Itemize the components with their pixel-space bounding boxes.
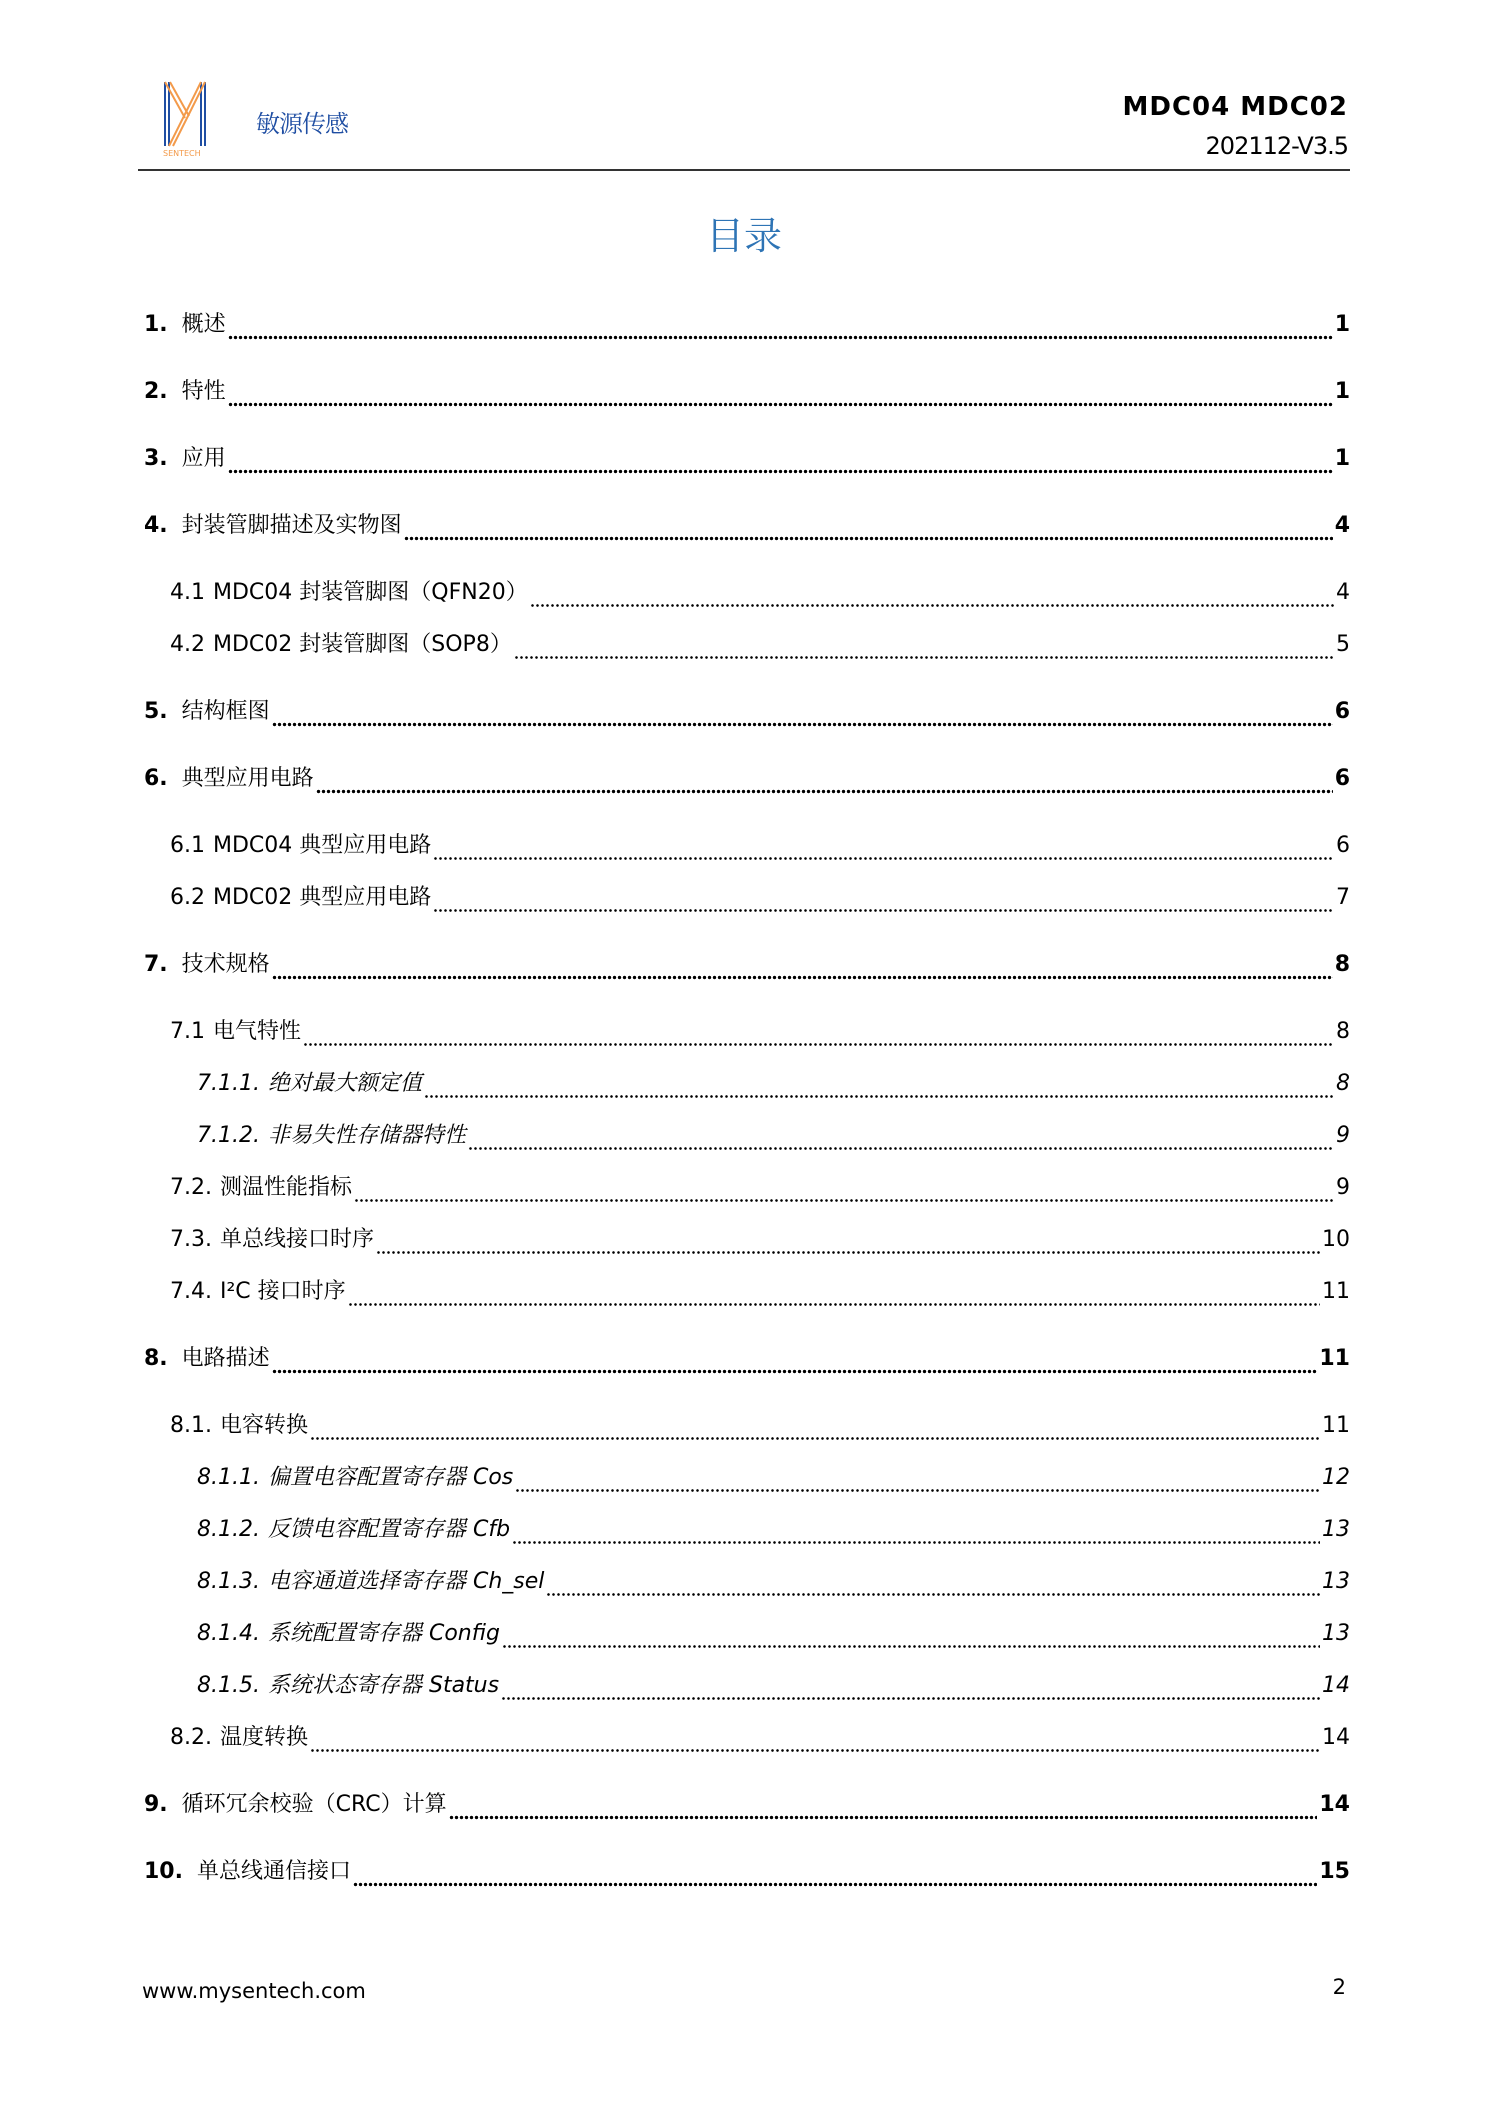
toc-entry-text: I²C 接口时序 <box>219 1279 346 1304</box>
toc-entry-number: 7. <box>144 952 168 977</box>
toc-entry-number: 7.1.1. <box>197 1071 260 1096</box>
toc-entry-text: 绝对最大额定值 <box>267 1071 422 1096</box>
toc-entry-number: 5. <box>144 699 168 724</box>
toc-entry-number: 8.2. <box>170 1725 212 1750</box>
toc-entry-page: 1 <box>1334 379 1350 404</box>
toc-entry-text: 电气特性 <box>213 1019 302 1044</box>
toc-entry-number: 4. <box>144 513 168 538</box>
dot-leader <box>514 619 1334 671</box>
svg-text:SENTECH: SENTECH <box>163 149 201 158</box>
dot-leader <box>310 1400 1320 1452</box>
dot-leader <box>433 820 1334 872</box>
toc-entry-text: MDC04 封装管脚图（QFN20） <box>213 580 528 605</box>
dot-leader <box>546 1556 1320 1608</box>
toc-entry-text: MDC04 典型应用电路 <box>213 833 432 858</box>
dot-leader <box>424 1058 1334 1110</box>
logo-m-icon <box>155 74 255 160</box>
toc-entry-page: 6 <box>1334 699 1350 724</box>
toc-entry[interactable] <box>144 1779 1350 1831</box>
toc-entry[interactable] <box>144 1333 1350 1385</box>
dot-leader <box>501 1660 1320 1712</box>
toc-entry-text: 特性 <box>181 379 226 404</box>
toc-entry-page: 11 <box>1322 1279 1350 1304</box>
toc-entry[interactable] <box>144 1846 1350 1898</box>
toc-entry-text: 系统配置寄存器 Config <box>267 1621 500 1646</box>
toc-entry[interactable] <box>144 567 1350 619</box>
toc-entry-number: 6. <box>144 766 168 791</box>
toc-entry-page: 8 <box>1334 952 1350 977</box>
dot-leader <box>353 1846 1317 1898</box>
dot-leader <box>316 753 1333 805</box>
dot-leader <box>310 1712 1320 1764</box>
dot-leader <box>376 1214 1320 1266</box>
toc-entry-text: 技术规格 <box>181 952 270 977</box>
toc-entry-page: 6 <box>1334 766 1350 791</box>
dot-leader <box>515 1452 1320 1504</box>
toc-entry-number: 1. <box>144 312 168 337</box>
toc-entry[interactable] <box>144 1712 1350 1764</box>
dot-leader <box>272 686 1333 738</box>
toc-entry-number: 8.1. <box>170 1413 212 1438</box>
toc-entry-page: 8 <box>1336 1071 1350 1096</box>
dot-leader <box>228 433 1333 485</box>
toc-entry-number: 3. <box>144 446 168 471</box>
toc-entry-number: 8. <box>144 1346 168 1371</box>
dot-leader <box>468 1110 1334 1162</box>
toc-entry-text: 结构框图 <box>181 699 270 724</box>
toc-entry-page: 13 <box>1322 1517 1350 1542</box>
toc-entry[interactable] <box>144 1214 1350 1266</box>
toc-entry[interactable] <box>144 1110 1350 1162</box>
dot-leader <box>354 1162 1334 1214</box>
dot-leader <box>502 1608 1320 1660</box>
toc-entry-number: 7.1 <box>170 1019 205 1044</box>
dot-leader <box>272 1333 1318 1385</box>
toc-entry-text: 封装管脚描述及实物图 <box>181 513 402 538</box>
toc-entry-page: 13 <box>1322 1621 1350 1646</box>
toc-entry[interactable] <box>144 433 1350 485</box>
toc-entry[interactable] <box>144 1006 1350 1058</box>
toc-entry-page: 11 <box>1322 1413 1350 1438</box>
toc-entry-number: 4.1 <box>170 580 205 605</box>
toc-entry-page: 10 <box>1322 1227 1350 1252</box>
toc-entry[interactable] <box>144 1400 1350 1452</box>
toc-entry-number: 8.1.2. <box>197 1517 260 1542</box>
toc-entry-page: 7 <box>1336 885 1350 910</box>
toc-title: 目录 <box>705 214 782 258</box>
toc-entry[interactable] <box>144 1162 1350 1214</box>
toc-entry-page: 13 <box>1322 1569 1350 1594</box>
toc-entry-text: 温度转换 <box>219 1725 308 1750</box>
toc-entry[interactable] <box>144 619 1350 671</box>
logo-text: 敏源传感 <box>256 110 348 138</box>
toc-entry-text: 概述 <box>181 312 226 337</box>
toc-entry-page: 14 <box>1322 1725 1350 1750</box>
header-version: 202112-V3.5 <box>1205 132 1348 160</box>
dot-leader <box>449 1779 1318 1831</box>
toc-entry-page: 5 <box>1336 632 1350 657</box>
toc-entry[interactable] <box>144 1608 1350 1660</box>
toc-entry-page: 1 <box>1334 446 1350 471</box>
toc-entry-page: 6 <box>1336 833 1350 858</box>
toc-entry-text: 应用 <box>181 446 226 471</box>
header-model: MDC04 MDC02 <box>1122 92 1348 122</box>
toc-entry[interactable] <box>144 500 1350 552</box>
toc-entry-number: 8.1.4. <box>197 1621 260 1646</box>
toc-entry[interactable] <box>144 1452 1350 1504</box>
toc-entry-page: 1 <box>1334 312 1350 337</box>
toc-entry-number: 7.2. <box>170 1175 212 1200</box>
toc-entry-number: 2. <box>144 379 168 404</box>
toc-entry-page: 14 <box>1319 1792 1350 1817</box>
toc-entry-page: 8 <box>1336 1019 1350 1044</box>
toc-entry[interactable] <box>144 939 1350 991</box>
toc-entry[interactable] <box>144 1058 1350 1110</box>
toc-entry-page: 11 <box>1319 1346 1350 1371</box>
toc-entry[interactable] <box>144 366 1350 418</box>
toc-entry[interactable] <box>144 820 1350 872</box>
toc-entry-page: 9 <box>1336 1123 1350 1148</box>
toc-entry-text: MDC02 典型应用电路 <box>213 885 432 910</box>
footer-url[interactable]: www.mysentech.com <box>142 1979 366 2003</box>
header-divider <box>138 169 1350 171</box>
toc-entry[interactable] <box>144 753 1350 805</box>
dot-leader <box>530 567 1334 619</box>
toc-entry-page: 12 <box>1322 1465 1350 1490</box>
toc-entry-text: 电容转换 <box>219 1413 308 1438</box>
toc-entry-number: 6.2 <box>170 885 205 910</box>
toc-entry-text: 测温性能指标 <box>219 1175 352 1200</box>
toc-entry-number: 8.1.5. <box>197 1673 260 1698</box>
dot-leader <box>303 1006 1334 1058</box>
dot-leader <box>404 500 1333 552</box>
toc-entry-page: 9 <box>1336 1175 1350 1200</box>
toc-entry[interactable] <box>144 1504 1350 1556</box>
toc-entry-page: 4 <box>1334 513 1350 538</box>
toc-entry[interactable] <box>144 686 1350 738</box>
dot-leader <box>272 939 1333 991</box>
toc-entry-text: 电路描述 <box>181 1346 270 1371</box>
toc-entry-number: 9. <box>144 1792 168 1817</box>
dot-leader <box>228 299 1333 351</box>
toc-entry-number: 7.1.2. <box>197 1123 260 1148</box>
toc-entry-number: 4.2 <box>170 632 205 657</box>
toc-entry-text: 电容通道选择寄存器 Ch_sel <box>267 1569 545 1594</box>
toc-entry-text: 循环冗余校验（CRC）计算 <box>181 1792 447 1817</box>
toc-entry-number: 10. <box>144 1859 183 1884</box>
table-of-contents <box>144 284 1350 1913</box>
toc-entry-number: 6.1 <box>170 833 205 858</box>
toc-entry-text: MDC02 封装管脚图（SOP8） <box>213 632 512 657</box>
dot-leader <box>512 1504 1320 1556</box>
toc-entry[interactable] <box>144 872 1350 924</box>
toc-entry[interactable] <box>144 1266 1350 1318</box>
toc-entry-text: 偏置电容配置寄存器 Cos <box>267 1465 514 1490</box>
toc-entry-page: 15 <box>1319 1859 1350 1884</box>
toc-entry-number: 7.3. <box>170 1227 212 1252</box>
toc-entry-text: 系统状态寄存器 Status <box>267 1673 500 1698</box>
toc-entry-number: 8.1.3. <box>197 1569 260 1594</box>
toc-entry-number: 8.1.1. <box>197 1465 260 1490</box>
toc-entry[interactable] <box>144 1556 1350 1608</box>
toc-entry-text: 单总线接口时序 <box>219 1227 374 1252</box>
dot-leader <box>348 1266 1320 1318</box>
footer-page-number: 2 <box>1332 1975 1346 1999</box>
dot-leader <box>433 872 1334 924</box>
toc-entry-text: 单总线通信接口 <box>196 1859 351 1884</box>
toc-entry-number: 7.4. <box>170 1279 212 1304</box>
toc-entry-page: 4 <box>1336 580 1350 605</box>
toc-entry-text: 非易失性存储器特性 <box>267 1123 466 1148</box>
toc-entry-text: 典型应用电路 <box>181 766 314 791</box>
toc-entry-page: 14 <box>1322 1673 1350 1698</box>
toc-entry[interactable] <box>144 299 1350 351</box>
toc-entry[interactable] <box>144 1660 1350 1712</box>
dot-leader <box>228 366 1333 418</box>
toc-entry-text: 反馈电容配置寄存器 Cfb <box>267 1517 511 1542</box>
